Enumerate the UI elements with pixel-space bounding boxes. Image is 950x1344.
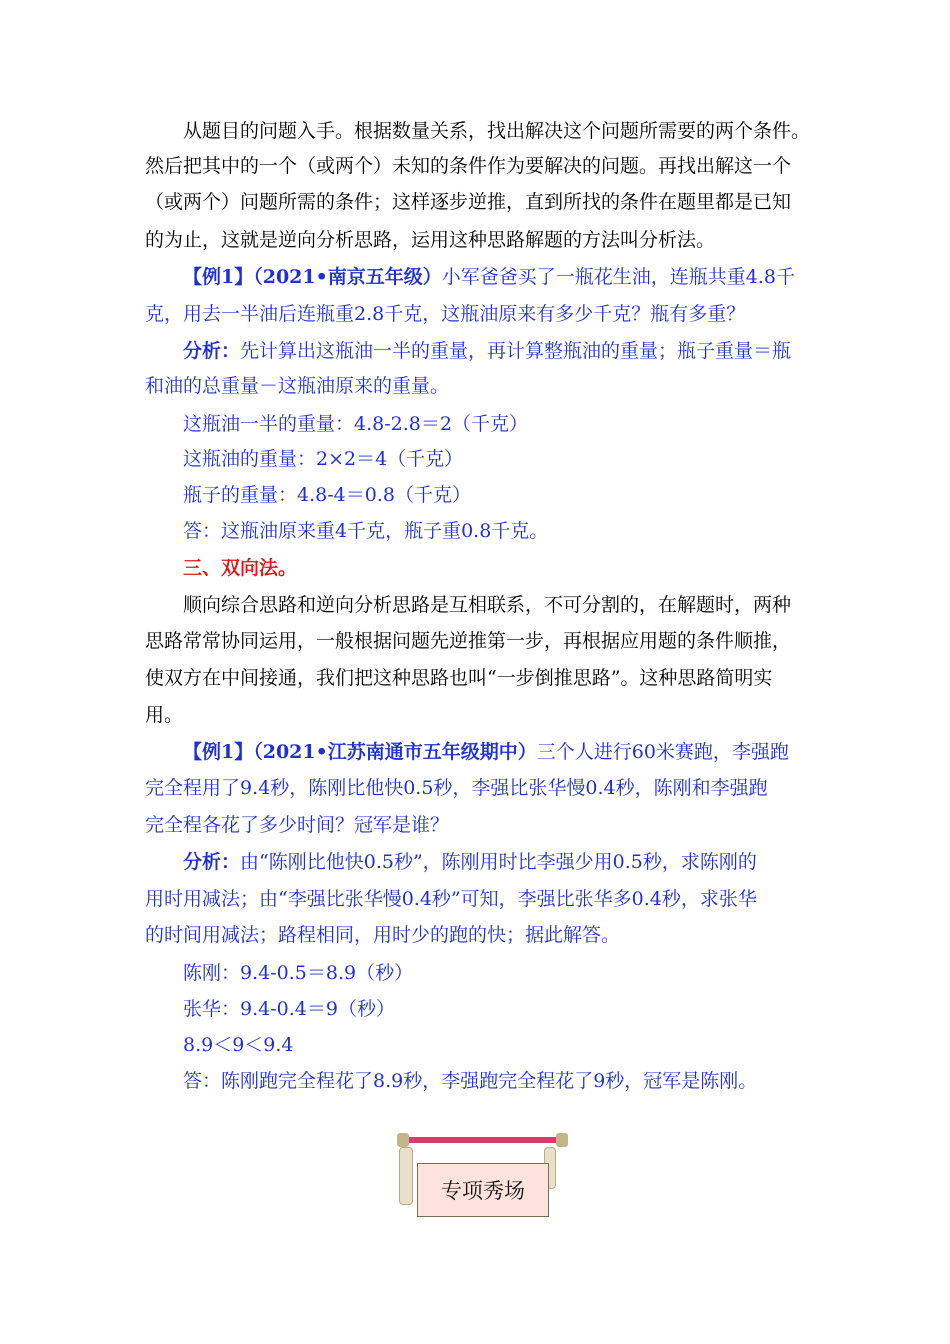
example2-answer: 答：陈刚跑完全程花了8.9秒，李强跑完全程花了9秒，冠军是陈刚。 [183, 1070, 758, 1092]
example1-step-1: 这瓶油一半的重量：4.8-2.8＝2（千克） [183, 413, 528, 435]
example2-question [183, 739, 789, 765]
example1-analysis-label: 分析： [183, 340, 241, 362]
section3-line-2: 思路常常协同运用，一般根据问题先逆推第一步，再根据应用题的条件顺推， [145, 630, 792, 652]
example1-analysis-line1: 先计算出这瓶油一半的重量，再计算整瓶油的重量；瓶子重量＝瓶 [240, 340, 792, 362]
intro-line-4: 的为止，这就是逆向分析思路，运用这种思路解题的方法叫分析法。 [145, 229, 716, 251]
example1-question [183, 264, 795, 290]
example2-question-line1: 三个人进行60米赛跑，李强跑 [536, 741, 789, 763]
example2-step-3: 8.9＜9＜9.4 [183, 1034, 294, 1056]
example2-step-2: 张华：9.4-0.4＝9（秒） [183, 998, 395, 1020]
section3-line-3: 使双方在中间接通，我们把这种思路也叫“一步倒推思路”。这种思路简明实 [145, 667, 773, 689]
example1-step-2: 这瓶油的重量：2×2＝4（千克） [183, 448, 464, 470]
section3-line-1: 顺向综合思路和逆向分析思路是互相联系，不可分割的，在解题时，两种 [183, 594, 792, 616]
scroll-knob-left-icon [397, 1133, 409, 1147]
section3-line-4: 用。 [145, 704, 184, 726]
intro-line-2: 然后把其中的一个（或两个）未知的条件作为要解决的问题。再找出解这一个 [145, 155, 792, 177]
example2-question-line2: 完全程用了9.4秒，陈刚比他快0.5秒，李强比张华慢0.4秒，陈刚和李强跑 [145, 777, 768, 799]
example2-analysis-label: 分析： [183, 851, 241, 873]
section3-heading: 三、双向法。 [183, 557, 298, 579]
banner-title: 专项秀场 [417, 1163, 549, 1217]
example2-question-line3: 完全程各花了多少时间？冠军是谁？ [145, 814, 450, 836]
example1-question-line2: 克，用去一半油后连瓶重2.8千克，这瓶油原来有多少千克？瓶有多重？ [145, 303, 746, 325]
example2-analysis-line3: 的时间用减法；路程相同，用时少的跑的快；据此解答。 [145, 924, 621, 946]
scroll-roll-left-icon [399, 1147, 413, 1205]
example1-question-line1: 小军爸爸买了一瓶花生油，连瓶共重4.8千 [441, 266, 795, 288]
example1-analysis-line2: 和油的总重量－这瓶油原来的重量。 [145, 375, 450, 397]
example1-step-3: 瓶子的重量：4.8-4＝0.8（千克） [183, 484, 471, 506]
intro-line-1: 从题目的问题入手。根据数量关系，找出解决这个问题所需要的两个条件。 [183, 120, 811, 142]
scroll-rod [405, 1137, 560, 1143]
intro-line-3: （或两个）问题所需的条件；这样逐步逆推，直到所找的条件在题里都是已知 [145, 191, 792, 213]
example2-analysis [183, 849, 757, 875]
example1-answer: 答：这瓶油原来重4千克，瓶子重0.8千克。 [183, 520, 549, 542]
section-banner-scroll [395, 1133, 570, 1223]
example2-analysis-line1: 由“陈刚比他快0.5秒”，陈刚用时比李强少用0.5秒，求陈刚的 [240, 851, 757, 873]
example2-analysis-line2: 用时用减法；由“李强比张华慢0.4秒”可知，李强比张华多0.4秒，求张华 [145, 888, 757, 910]
scroll-knob-right-icon [556, 1133, 568, 1147]
example2-tag: 【例1】（2021•江苏南通市五年级期中） [183, 741, 537, 763]
example1-tag: 【例1】（2021•南京五年级） [183, 266, 442, 288]
example2-step-1: 陈刚：9.4-0.5＝8.9（秒） [183, 962, 414, 984]
example1-analysis [183, 338, 791, 364]
